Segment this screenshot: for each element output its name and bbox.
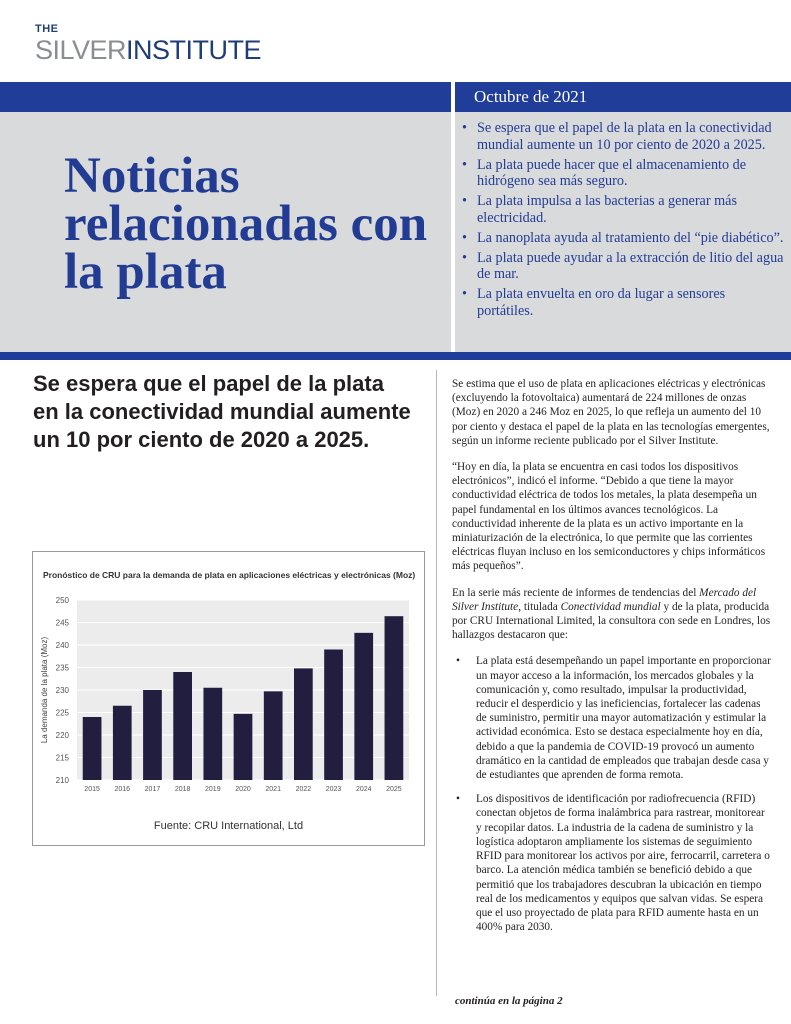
issue-date: Octubre de 2021 [474,87,588,106]
x-tick-label: 2016 [114,786,131,793]
bar-2018 [173,672,192,780]
bar-2015 [83,717,102,780]
page-title: Noticias relacionadas con la plata [64,148,428,300]
column-divider [436,370,437,996]
y-tick-label: 225 [55,708,69,718]
y-tick-label: 240 [55,641,69,650]
y-tick-label: 245 [55,618,69,628]
chart-source: Fuente: CRU International, Ltd [153,820,304,832]
article-body [452,377,772,944]
x-tick-label: 2019 [205,786,221,793]
list-item: • La plata está desempeñando un papel importante en proporcionar un mayor acceso a la información, los mercados globales y la comunicación y, como resultado, impulsar la productividad, reducir el desperdicio y las ineficiencias, fortalecer las cadenas de suministro, permitir una mayor automatización y estimular la actividad económica. Esto se destaca especialmente hoy en día, debido a que la pandemia de COVID-19 provocó un aumento dramático en la cantidad de empleados que trabajan desde casa y de estudiantes que aprenden de forma remota. [452,654,772,782]
bar-2021 [264,691,283,780]
x-tick-label: 2021 [265,786,281,793]
bar-2019 [203,688,222,780]
logo-the: THE [35,23,59,35]
header-bottom-band [0,352,791,360]
list-item: • Los dispositivos de identificación por radiofrecuencia (RFID) conectan objetos de forma inalámbrica para rastrear, monitorear y recopilar datos. La industria de la cadena de suministro y la logística adoptaron ampliamente los sistemas de seguimiento RFID para monitorear los activos por aire, ferrocarril, carretera o barco. La atención médica también se benefició debido a que permitió que los trabajadores descubran la ubicación en tiempo real de los medicamentos y equipos que salvan vidas. Se espera que el uso proyectado de plata para RFID aumente hasta en un 400% para 2030. [452,792,772,934]
chart-title: Pronóstico de CRU para la demanda de plata en aplicaciones eléctricas y electrónicas (Moz) [43,570,416,580]
logo-silver: SILVER [35,35,127,65]
article-title: Se espera que el papel de la plata en la conectividad mundial aumente un 10 por ciento de 2020 a 2025. [33,371,411,452]
y-tick-label: 230 [55,686,69,695]
x-tick-label: 2024 [355,786,372,793]
y-tick-label: 220 [55,731,69,740]
headlines-list [462,120,784,323]
headline-item: • La plata puede ayudar a la extracción de litio del agua de mar. [462,250,784,284]
continued-note: continúa en la página 2 [455,995,563,1007]
bar-2016 [113,706,132,780]
body-paragraph: En la serie más reciente de informes de tendencias del Mercado del Silver Institute, titulada Conectividad mundial y de la plata, producida por CRU International Limited, la consultora con sede en Londres, los hallazgos destacaron que: [452,586,771,642]
bar-2023 [324,650,343,781]
headline-item: • Se espera que el papel de la plata en la conectividad mundial aumente un 10 por ciento de 2020 a 2025. [462,120,784,154]
x-tick-label: 2023 [325,786,342,793]
header-band [0,82,791,112]
y-axis-label: La demanda de la plata (Moz) [40,636,49,744]
y-tick-label: 210 [55,776,69,785]
body-paragraph: Se estima que el uso de plata en aplicaciones eléctricas y electrónicas (excluyendo la fotovoltaica) aumentará de 224 millones de onzas (Moz) en 2020 a 246 Moz en 2025, lo que refleja un aumento del 10 por ciento y destaca el papel de la plata en las tecnologías emergentes, según un informe reciente publicado por el Silver Institute. [452,378,770,447]
findings-list [452,654,772,934]
x-tick-label: 2022 [295,786,312,793]
x-tick-label: 2015 [84,786,100,793]
bar-2025 [385,616,404,780]
body-paragraph: “Hoy en día, la plata se encuentra en casi todos los dispositivos electrónicos”, indicó el informe. “Debido a que tiene la mayor conductividad eléctrica de todos los metales, la plata desempeña un papel fundamental en los últimos avances tecnológicos. La conductividad inherente de la plata es un activo importante en la miniaturización de la electrónica, lo que permite que las corrientes eléctricas fluyan incluso en los semiconductores y chips informáticos más pequeños”. [452,461,766,573]
bar-2020 [234,714,253,780]
x-tick-label: 2020 [235,786,251,793]
y-tick-label: 235 [55,663,69,673]
x-tick-label: 2017 [144,786,161,793]
y-tick-label: 215 [55,753,69,763]
logo-wordmark [35,36,261,64]
headline-item: • La plata puede hacer que el almacenamiento de hidrógeno sea más seguro. [462,157,784,191]
x-tick-label: 2018 [174,786,191,793]
bar-2017 [143,690,162,780]
headline-item: • La nanoplata ayuda al tratamiento del “pie diabético”. [462,230,784,247]
headline-item: • La plata envuelta en oro da lugar a sensores portátiles. [462,286,784,320]
y-tick-label: 250 [55,596,69,605]
headline-item: • La plata impulsa a las bacterias a generar más electricidad. [462,193,784,227]
bar-2022 [294,668,313,780]
logo-institute: INSTITUTE [126,35,262,65]
x-tick-label: 2025 [386,786,402,793]
silver-institute-logo [35,24,261,64]
header-divider [451,82,455,352]
demand-chart [32,551,425,846]
bar-2024 [354,633,373,780]
chart-plot [33,592,424,817]
